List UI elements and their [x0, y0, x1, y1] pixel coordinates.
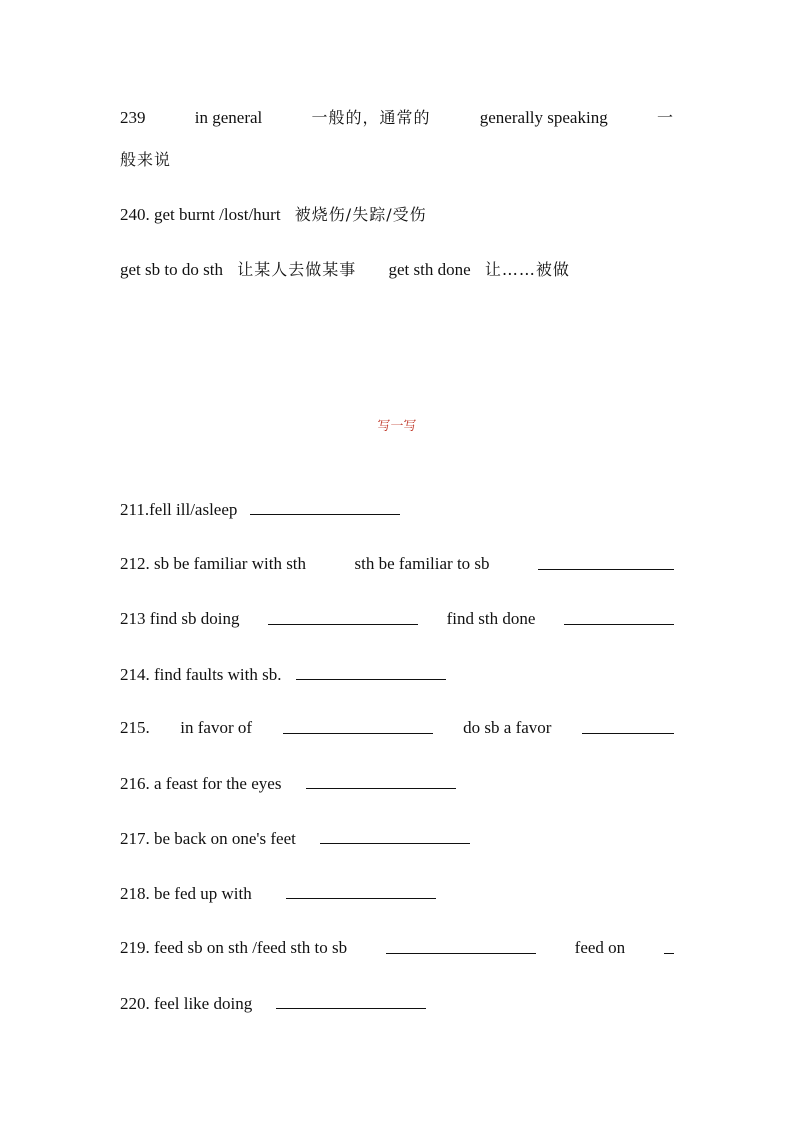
answer-blank-2[interactable]	[664, 937, 674, 954]
answer-blank[interactable]	[250, 498, 400, 515]
exercise-212	[120, 553, 674, 575]
get-phrase-2: get sth done	[388, 260, 471, 279]
exercise-label-2: sth be familiar to sb	[354, 554, 490, 573]
item-239-phrase2: generally speaking	[479, 108, 608, 127]
exercise-label: 217. be back on one's feet	[120, 829, 296, 848]
answer-blank[interactable]	[268, 608, 418, 625]
exercise-213	[120, 608, 674, 630]
exercise-217	[120, 827, 674, 850]
answer-blank[interactable]	[306, 772, 456, 789]
exercise-label-2: do sb a favor	[463, 718, 552, 737]
get-meaning-2: 让……被做	[484, 260, 570, 279]
exercise-220	[120, 992, 674, 1015]
item-239-line	[120, 107, 674, 129]
exercise-label-b: in favor of	[180, 718, 253, 737]
exercise-216	[120, 772, 674, 795]
answer-blank[interactable]	[386, 937, 536, 954]
exercise-label: 219. feed sb on sth /feed sth to sb	[120, 938, 348, 957]
item-239-number: 239	[120, 108, 146, 127]
exercise-label: 215.	[120, 718, 150, 737]
exercise-label: 212. sb be familiar with sth	[120, 554, 307, 573]
answer-blank[interactable]	[276, 992, 426, 1009]
exercise-label: 214. find faults with sb.	[120, 665, 282, 684]
exercise-219	[120, 937, 674, 959]
answer-blank[interactable]	[320, 827, 470, 844]
exercise-218	[120, 882, 674, 905]
exercise-211	[120, 498, 674, 521]
answer-blank[interactable]	[538, 553, 674, 570]
item-239-phrase: in general	[194, 108, 263, 127]
answer-blank[interactable]	[283, 717, 433, 734]
item-239-meaning: 一般的，通常的	[311, 108, 431, 127]
answer-blank-2[interactable]	[582, 717, 674, 734]
item-240-line	[120, 204, 674, 226]
item-239-meaning2-end: 般来说	[120, 150, 172, 169]
item-239-meaning2-start: 一	[656, 108, 674, 127]
exercise-label: 211.fell ill/asleep	[120, 500, 238, 519]
item-239-continuation	[120, 149, 674, 171]
exercise-label: 213 find sb doing	[120, 609, 240, 628]
answer-blank-2[interactable]	[564, 608, 674, 625]
exercise-label: 216. a feast for the eyes	[120, 774, 282, 793]
exercise-215	[120, 717, 674, 739]
exercise-label-2: find sth done	[446, 609, 536, 628]
get-meaning-1: 让某人去做某事	[237, 260, 357, 279]
get-phrase-1: get sb to do sth	[120, 260, 223, 279]
exercise-label: 218. be fed up with	[120, 884, 252, 903]
get-phrases-line	[120, 259, 674, 281]
item-240-phrase: 240. get burnt /lost/hurt	[120, 205, 281, 224]
exercise-label-2: feed on	[574, 938, 626, 957]
answer-blank[interactable]	[286, 882, 436, 899]
item-240-meaning: 被烧伤/失踪/受伤	[294, 205, 427, 224]
exercise-214	[120, 663, 674, 686]
section-title: 写一写	[377, 419, 417, 434]
answer-blank[interactable]	[296, 663, 446, 680]
exercise-label: 220. feel like doing	[120, 994, 253, 1013]
